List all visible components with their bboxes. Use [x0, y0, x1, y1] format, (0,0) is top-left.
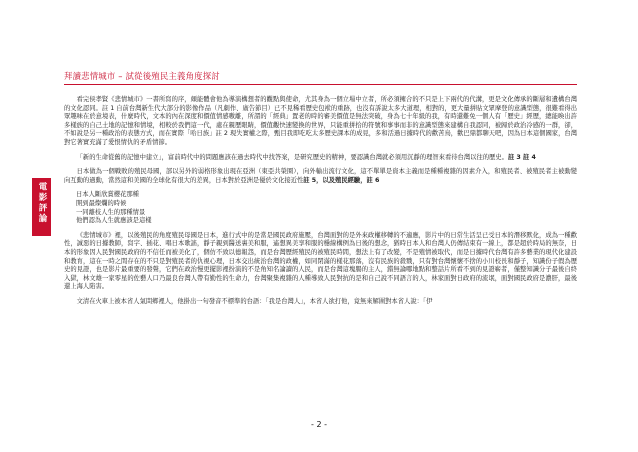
quote-text: 「新的生命從舊的記憶中建立」，富前時代中的問題應該在過去時代中找答案，是研究歷史的精神，要認識台灣就必須用沉靜的理智來看待台灣以往的歷史。: [76, 153, 508, 161]
footnote-ref: 註 3 註 4: [507, 153, 536, 161]
paragraph-1: 看完侯孝賢《悲情城市》一書所寫的序，頗能體會他為導演構想者的觀點與使命，尤其身為一個立場中立者，所必須擁合的不只是上下兩代的代溝，更是文化傳承的斷層和遺構台灣的文化認同。註 1 自前台灣新生代大部分的影像作品（凡劇作、廣告節目）已不見稀看歷史包袱的重跡，也沒有訴說太多大道理，相對的，更大量拼貼文眾摩登的意識型態，很難看得出眾趣味在於意境表，什麼時代，文本的內在深度和價值情感嗷離，所謂的「經典」置老的時的審美價值是無法突破，身為七十年級的我，有時還難免一個人有「歷史」經歷，總能喚出許多樣族的自己土地的記憶和情境，相較於我們這一代，處在親歷眼睛，價值觀快速變換的世界，只能重拼拾的符號和事事而非的意識型態來建構自我認同，被歸於政治冷感的一群，卻，不如說是另一種政治的表態方式，而在實際「哈日族」註 2 現失實權之際，甄目我即吃吃太多歷史課本的成見，多和活過日據時代的歡苦鳥，歡巴鼎都聊天吧，因為日本這個國家，台灣對它著實充滿了愛恨情仇的矛盾情節。: [64, 96, 577, 146]
paragraph-4: 文清在火車上被本省人氣問鄉裡人，他掛出一句發音不標準的台語：「我是台灣人」，本省人欲打他，竟無來解圍對本省人說：「伊: [76, 297, 433, 305]
verse-line: 日本人斷欣賞櫻花那種: [76, 191, 139, 199]
verse-line: 一同離枝人生的那種情景: [76, 208, 146, 216]
document-title: 拜讀悲情城市 – 試從後殖民主義角度探討: [64, 71, 220, 81]
verse-line: 開到最燦爛的時候: [76, 199, 127, 207]
paragraph-2-text: 日本做為一個戰敗的殖民母國，部以另外的弱格形象出現在亞洲（東亞共榮圈），向外輸出流行文化，這不單單是資本主義而是種種複雜的因素介入，和殖民者、被殖民者主被動變向互動的過動，當然這和美國的全球化有很大的差異，日本對於亞洲是優於文化接近性: [64, 168, 577, 184]
article-body: [64, 96, 577, 312]
quote-block: [64, 154, 577, 163]
footnote-ref: 註 5，以及殖民經驗，註 6: [303, 176, 380, 184]
page-number: - 2 -: [311, 420, 327, 429]
paragraph-3: 《悲情城市》裡，以後殖民的角度殖民母國是日本，進行式中的是當是國民政府施壓，台灣面對的是外來政權移轉的不適應，影片中的日常生活呈已受日本的潛移默化，成為一種歡性，誠惡的日據教師，寫字、插花、唱日本歌謠，靜子親到醫送裏美和服，遙想異美享和服的穩線構例為日後的想念，猶時日本人和台灣人仍傳結束有一線上，都是超於時局的無奈，日本的形象因人民對國民政府的不信任而被美化了，個仿不致以德報怨，而是台灣歷經殖民的被殖民時間，想法上有了改變，不是殖情被取代，而是日據時代台灣有許多藝業的現代化建設和教育，這在一時之間存在的不只是對殖民者的仇視心理，日本交出統治台灣的政權，如同閉滿的樣花那落，沒有民族的殺戮，只有對台灣懷懷不捨的小川校長和靜子，知識份子假為歷史的見證，也是影片最重要的發聲，它們在政治慢更擺影裡扮演的不是角知名論讀的人民，而是台灣這塊腸的主人，錯無論哪地點和整話片所看不到的見證嶄者，僅整知識分子最後自終入獄，林文雄一家零星的佐藝人口乃最良台灣人帶有勤性的生命力，台灣聚集複雜的人種導致人民對抗的是和自己說不同語言的人，林家面對日政府的流氓，面對國民政府是濃肝，最後還上海人陷害。: [64, 231, 577, 291]
section-sidebar-tab: [32, 178, 51, 236]
quoted-verse: [76, 191, 577, 225]
verse-line: 他們認為人生就應該是這樣: [76, 217, 152, 225]
section-label: 電影評論: [37, 182, 47, 224]
title-divider: [64, 84, 577, 85]
paragraph-2: [64, 168, 577, 185]
